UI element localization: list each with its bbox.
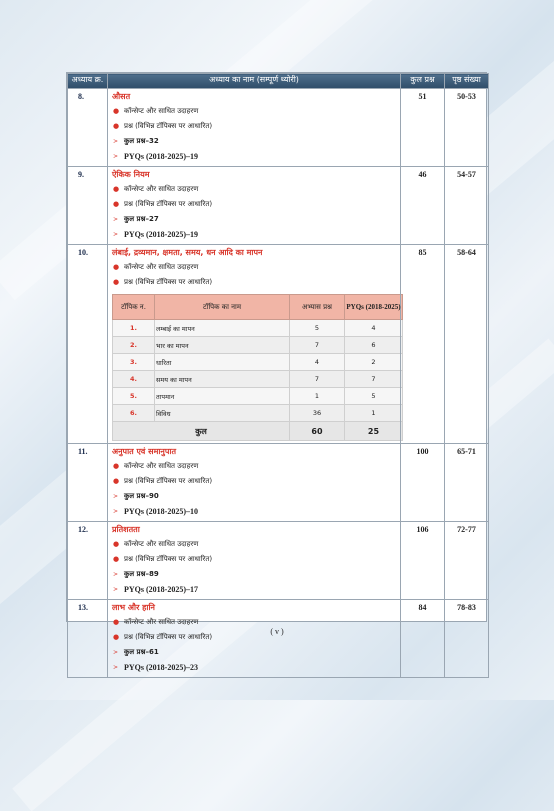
header-total-questions: कुल प्रश्न xyxy=(401,74,445,89)
arrow-right-icon: > xyxy=(113,508,119,515)
list-item: ● प्रश्न (विभिन्न टॉपिक्स पर आधारित) xyxy=(112,197,396,212)
chapter-number: 11. xyxy=(68,444,108,522)
chapter-items xyxy=(112,260,396,290)
chapter-row xyxy=(68,245,489,444)
chapter-items xyxy=(112,615,396,675)
total-questions: 84 xyxy=(401,600,445,678)
chapter-title: प्रतिशतता xyxy=(112,525,140,534)
chapter-items xyxy=(112,459,396,519)
bullet-dot-icon: ● xyxy=(113,122,120,130)
practice-count: 4 xyxy=(290,354,345,371)
bullet-dot-icon: ● xyxy=(113,477,120,485)
arrow-right-icon: > xyxy=(113,586,119,593)
pyq-count: 6 xyxy=(345,337,403,354)
list-item: ● प्रश्न (विभिन्न टॉपिक्स पर आधारित) xyxy=(112,275,396,290)
arrow-right-icon: > xyxy=(113,493,119,500)
chapter-row xyxy=(68,167,489,245)
chapter-title: ऐकिक नियम xyxy=(112,170,150,179)
practice-count: 36 xyxy=(290,405,345,422)
list-item: ● प्रश्न (विभिन्न टॉपिक्स पर आधारित) xyxy=(112,474,396,489)
page-range: 50-53 xyxy=(445,89,489,167)
topic-number: 5. xyxy=(113,388,155,405)
chapter-items xyxy=(112,537,396,597)
bullet-dot-icon: ● xyxy=(113,555,120,563)
bullet-dot-icon: ● xyxy=(113,107,120,115)
practice-count: 7 xyxy=(290,371,345,388)
list-item: ● कॉन्सेप्ट और साधित उदाहरण xyxy=(112,182,396,197)
bullet-dot-icon: ● xyxy=(113,200,120,208)
contents-table-sheet xyxy=(66,72,487,672)
arrow-right-icon: > xyxy=(113,138,119,145)
page-number: ( v ) xyxy=(270,627,284,636)
list-item: ● कॉन्सेप्ट और साधित उदाहरण xyxy=(112,459,396,474)
list-item: ● कॉन्सेप्ट और साधित उदाहरण xyxy=(112,104,396,119)
chapter-items xyxy=(112,104,396,164)
subtable-header-pyqs: PYQs (2018-2025) xyxy=(345,295,403,320)
list-item: > PYQs (2018-2025)–23 xyxy=(112,660,396,675)
topic-name: समय का मापन xyxy=(155,371,290,388)
list-item: ● प्रश्न (विभिन्न टॉपिक्स पर आधारित) xyxy=(112,630,396,645)
list-item: > कुल प्रश्न–89 xyxy=(112,567,396,582)
contents-table xyxy=(67,73,489,678)
header-page-number: पृष्ठ संख्या xyxy=(445,74,489,89)
total-questions: 46 xyxy=(401,167,445,245)
chapter-row xyxy=(68,522,489,600)
pyq-count: 1 xyxy=(345,405,403,422)
chapter-number: 10. xyxy=(68,245,108,444)
topic-number: 4. xyxy=(113,371,155,388)
arrow-right-icon: > xyxy=(113,664,119,671)
page-range: 65-71 xyxy=(445,444,489,522)
arrow-right-icon: > xyxy=(113,231,119,238)
list-item: > PYQs (2018-2025)–10 xyxy=(112,504,396,519)
chapter-number: 8. xyxy=(68,89,108,167)
chapter-number: 13. xyxy=(68,600,108,678)
chapter-row xyxy=(68,444,489,522)
pyq-count: 7 xyxy=(345,371,403,388)
bullet-dot-icon: ● xyxy=(113,185,120,193)
page-range: 58-64 xyxy=(445,245,489,444)
chapter-body xyxy=(108,167,401,245)
list-item: > PYQs (2018-2025)–17 xyxy=(112,582,396,597)
list-item: ● कॉन्सेप्ट और साधित उदाहरण xyxy=(112,260,396,275)
pyq-count: 5 xyxy=(345,388,403,405)
chapter-items xyxy=(112,182,396,242)
chapter-title: औसत xyxy=(112,92,131,101)
chapter-title: लाभ और हानि xyxy=(112,603,155,612)
subtable-header-practice: अभ्यास प्रश्न xyxy=(290,295,345,320)
header-chapter-no: अध्याय क्र. xyxy=(68,74,108,89)
subtable-total-row xyxy=(113,422,403,441)
total-questions: 51 xyxy=(401,89,445,167)
chapter-title: लंबाई, द्रव्यमान, क्षमता, समय, धन आदि का मापन xyxy=(112,248,263,257)
topic-name: भार का मापन xyxy=(155,337,290,354)
subtable-header-topic-no: टॉपिक न. xyxy=(113,295,155,320)
chapter-row xyxy=(68,600,489,678)
bullet-dot-icon: ● xyxy=(113,462,120,470)
pyq-count: 2 xyxy=(345,354,403,371)
table-header-row xyxy=(68,74,489,89)
table-row xyxy=(113,405,403,422)
chapter-body xyxy=(108,444,401,522)
topic-name: लम्बाई का मापन xyxy=(155,320,290,337)
arrow-right-icon: > xyxy=(113,571,119,578)
list-item: > कुल प्रश्न–90 xyxy=(112,489,396,504)
list-item: ● प्रश्न (विभिन्न टॉपिक्स पर आधारित) xyxy=(112,119,396,134)
bullet-dot-icon: ● xyxy=(113,633,120,641)
arrow-right-icon: > xyxy=(113,153,119,160)
total-questions: 106 xyxy=(401,522,445,600)
chapter-row xyxy=(68,89,489,167)
list-item: > PYQs (2018-2025)–19 xyxy=(112,149,396,164)
list-item: ● कॉन्सेप्ट और साधित उदाहरण xyxy=(112,615,396,630)
bullet-dot-icon: ● xyxy=(113,278,120,286)
bullet-dot-icon: ● xyxy=(113,263,120,271)
chapter-body xyxy=(108,522,401,600)
total-practice: 60 xyxy=(290,422,345,441)
chapter-number: 12. xyxy=(68,522,108,600)
topic-name: धारिता xyxy=(155,354,290,371)
topic-name: विविध xyxy=(155,405,290,422)
total-questions: 100 xyxy=(401,444,445,522)
table-row xyxy=(113,320,403,337)
bullet-dot-icon: ● xyxy=(113,540,120,548)
table-row xyxy=(113,354,403,371)
page-range: 54-57 xyxy=(445,167,489,245)
page-range: 72-77 xyxy=(445,522,489,600)
pyq-count: 4 xyxy=(345,320,403,337)
chapter-title: अनुपात एवं समानुपात xyxy=(112,447,177,456)
list-item: ● प्रश्न (विभिन्न टॉपिक्स पर आधारित) xyxy=(112,552,396,567)
topic-number: 6. xyxy=(113,405,155,422)
table-row xyxy=(113,388,403,405)
chapter-body xyxy=(108,245,401,444)
chapter-body xyxy=(108,89,401,167)
chapter-body xyxy=(108,600,401,678)
list-item: > कुल प्रश्न–27 xyxy=(112,212,396,227)
topic-name: तापमान xyxy=(155,388,290,405)
subtable-header-topic-name: टॉपिक का नाम xyxy=(155,295,290,320)
practice-count: 7 xyxy=(290,337,345,354)
chapter-number: 9. xyxy=(68,167,108,245)
total-pyq: 25 xyxy=(345,422,403,441)
topic-number: 1. xyxy=(113,320,155,337)
arrow-right-icon: > xyxy=(113,216,119,223)
subtable-header-row xyxy=(113,295,403,320)
list-item: ● कॉन्सेप्ट और साधित उदाहरण xyxy=(112,537,396,552)
topic-number: 2. xyxy=(113,337,155,354)
practice-count: 1 xyxy=(290,388,345,405)
topic-subtable xyxy=(112,294,403,441)
bullet-dot-icon: ● xyxy=(113,618,120,626)
table-row xyxy=(113,337,403,354)
topic-number: 3. xyxy=(113,354,155,371)
page-range: 78-83 xyxy=(445,600,489,678)
list-item: > कुल प्रश्न–32 xyxy=(112,134,396,149)
arrow-right-icon: > xyxy=(113,649,119,656)
list-item: > कुल प्रश्न–61 xyxy=(112,645,396,660)
header-chapter-name: अध्याय का नाम (सम्पूर्ण थ्योरी) xyxy=(108,74,401,89)
total-questions: 85 xyxy=(401,245,445,444)
table-row xyxy=(113,371,403,388)
total-label: कुल xyxy=(113,422,290,441)
list-item: > PYQs (2018-2025)–19 xyxy=(112,227,396,242)
practice-count: 5 xyxy=(290,320,345,337)
